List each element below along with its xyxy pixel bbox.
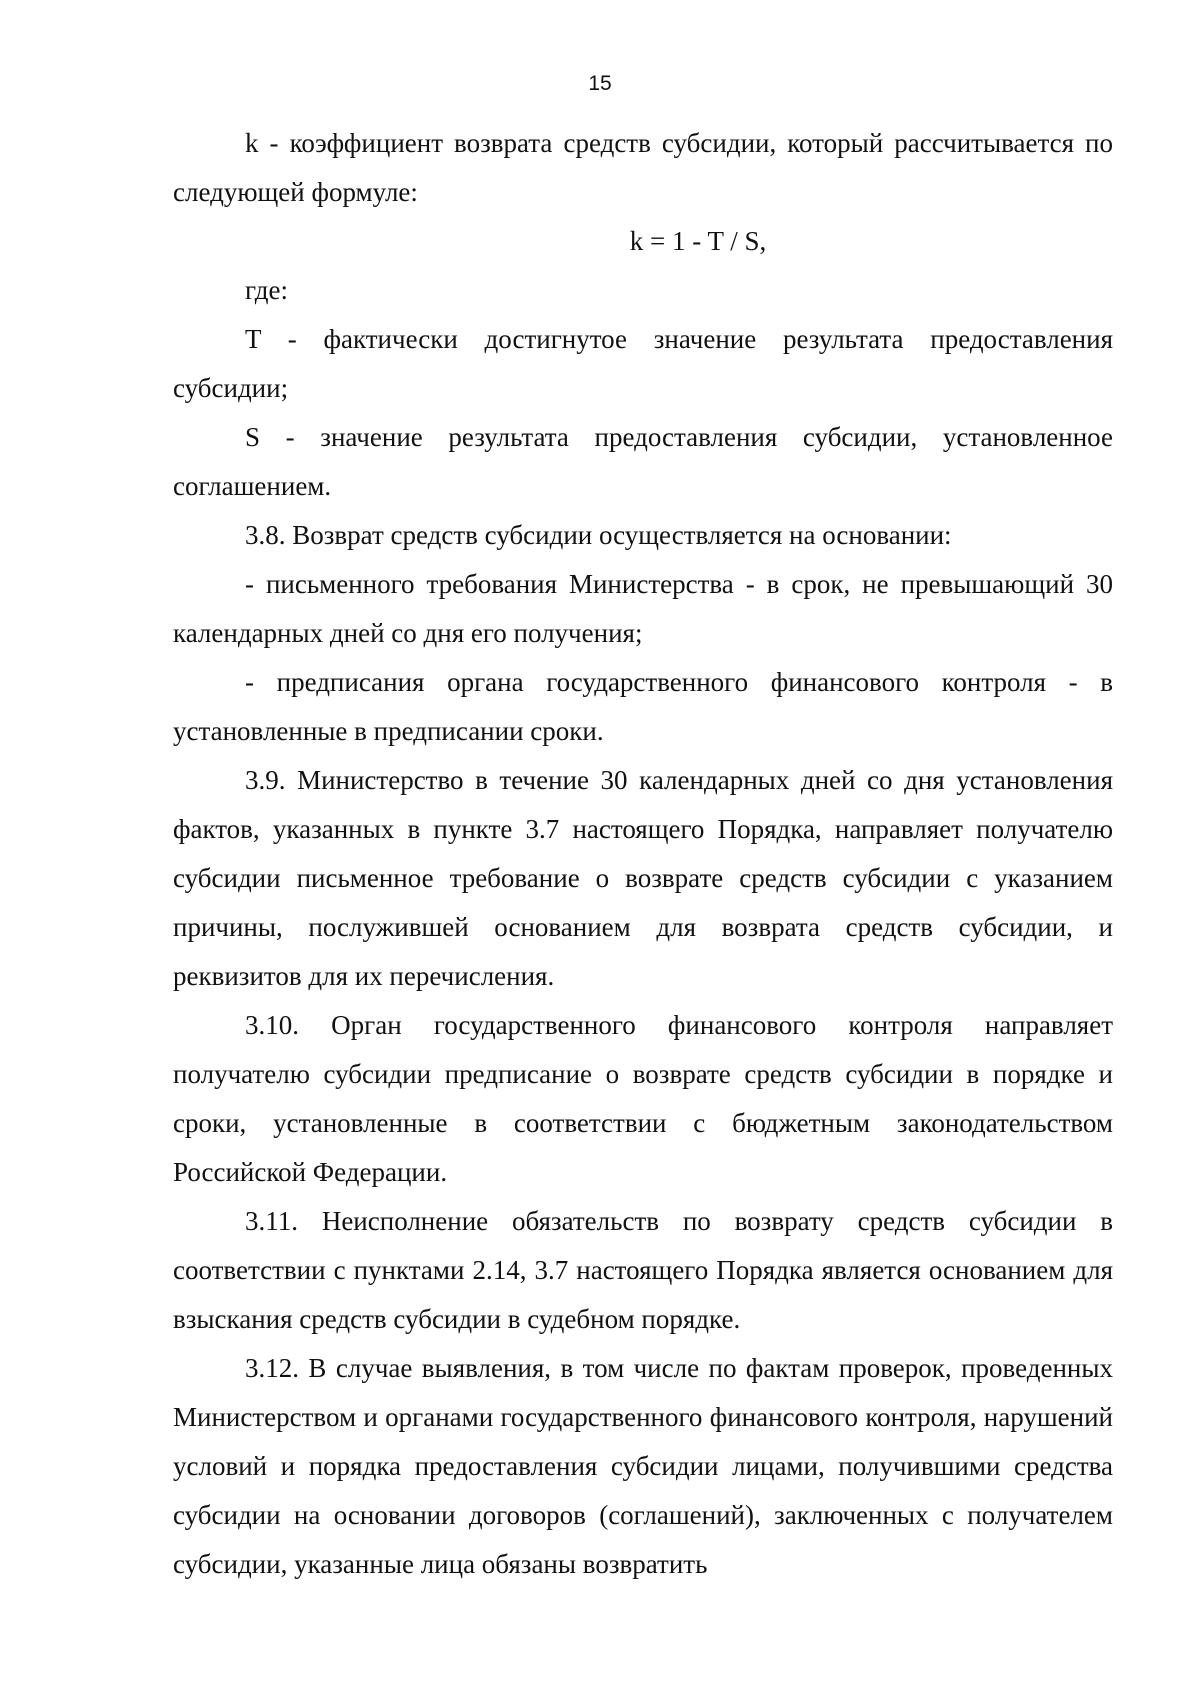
paragraph-3-11: 3.11. Неисполнение обязательств по возврату средств субсидии в соответствии с пунктами 2.14, 3.7 настоящего Порядка является основанием для взыскания средств субсидии в судебном порядке. xyxy=(173,1206,1113,1334)
paragraph-3-10: 3.10. Орган государственного финансового контроля направляет получателю субсидии предписание о возврате средств субсидии в порядке и сроки, установленные в соответствии с бюджетным законодательством Российской Федерации. xyxy=(173,1010,1113,1187)
paragraph-3-8-item-1: - письменного требования Министерства - в срок, не превышающий 30 календарных дней со дня его получения; xyxy=(173,569,1113,648)
page-number: 15 xyxy=(588,72,612,95)
paragraph-k-coefficient: k - коэффициент возврата средств субсидии, который рассчитывается по следующей формуле: xyxy=(173,128,1113,207)
paragraph-3-8: 3.8. Возврат средств субсидии осуществляется на основании: xyxy=(245,520,952,550)
formula: k = 1 - T / S, xyxy=(629,226,767,256)
paragraph-where: где: xyxy=(245,275,288,305)
paragraph-3-9: 3.9. Министерство в течение 30 календарных дней со дня установления фактов, указанных в пункте 3.7 настоящего Порядка, направляет получателю субсидии письменное требование о возврате средств субсидии с указанием причины, послужившей основанием для возврата средств субсидии, и реквизитов для их перечисления. xyxy=(173,765,1113,991)
paragraph-s-definition: S - значение результата предоставления субсидии, установленное соглашением. xyxy=(173,422,1113,501)
paragraph-3-8-item-2: - предписания органа государственного финансового контроля - в установленные в предписании сроки. xyxy=(173,667,1113,746)
paragraph-3-12: 3.12. В случае выявления, в том числе по фактам проверок, проведенных Министерством и органами государственного финансового контроля, нарушений условий и порядка предоставления субсидии лицами, получившими средства субсидии на основании договоров (соглашений), заключенных с получателем субсидии, указанные лица обязаны возвратить xyxy=(173,1353,1113,1579)
document-body xyxy=(173,119,1113,1589)
paragraph-t-definition: T - фактически достигнутое значение результата предоставления субсидии; xyxy=(173,324,1113,403)
